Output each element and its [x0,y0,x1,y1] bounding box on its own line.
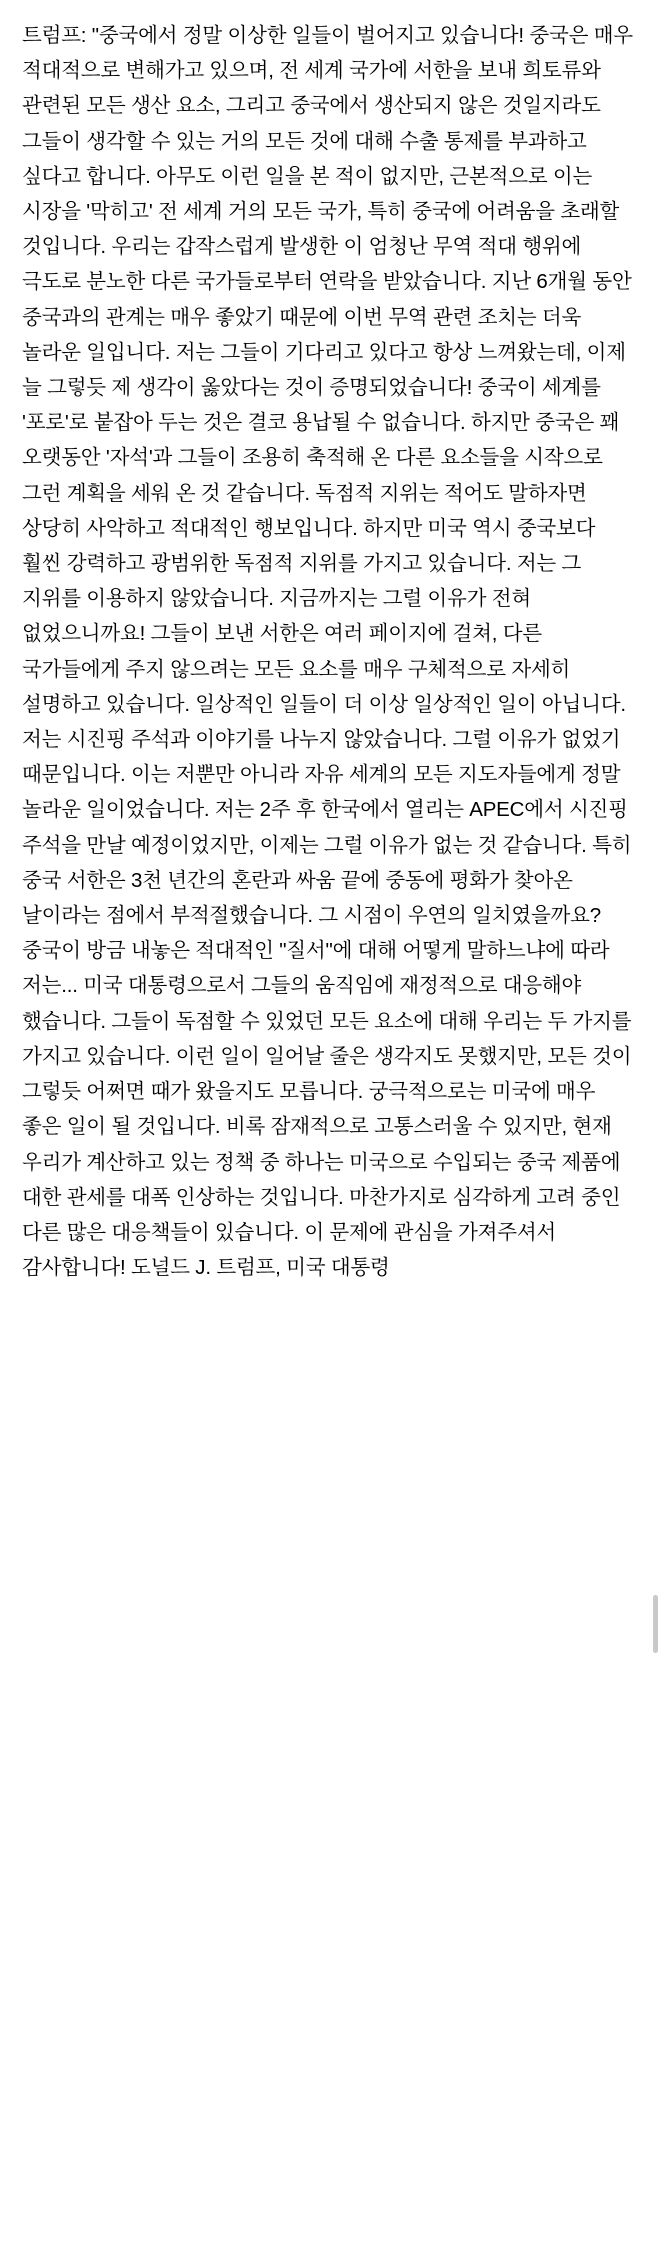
statement-text: 트럼프: "중국에서 정말 이상한 일들이 벌어지고 있습니다! 중국은 매우 적대적으로 변해가고 있으며, 전 세계 국가에 서한을 보내 희토류와 관련된 모든 생산 요소, 그리고 중국에서 생산되지 않은 것일지라도 그들이 생각할 수 있는 거의 모든 것에 대해 수출 통제를 부과하고 싶다고 합니다. 아무도 이런 일을 본 적이 없지만, 근본적으로 이는 시장을 '막히고' 전 세계 거의 모든 국가, 특히 중국에 어려움을 초래할 것입니다. 우리는 갑작스럽게 발생한 이 엄청난 무역 적대 행위에 극도로 분노한 다른 국가들로부터 연락을 받았습니다. 지난 6개월 동안 중국과의 관계는 매우 좋았기 때문에 이번 무역 관련 조치는 더욱 놀라운 일입니다. 저는 그들이 기다리고 있다고 항상 느껴왔는데, 이제 늘 그렇듯 제 생각이 옳았다는 것이 증명되었습니다! 중국이 세계를 '포로'로 붙잡아 두는 것은 결코 용납될 수 없습니다. 하지만 중국은 꽤 오랫동안 '자석'과 그들이 조용히 축적해 온 다른 요소들을 시작으로 그런 계획을 세워 온 것 같습니다. 독점적 지위는 적어도 말하자면 상당히 사악하고 적대적인 행보입니다. 하지만 미국 역시 중국보다 훨씬 강력하고 광범위한 독점적 지위를 가지고 있습니다. 저는 그 지위를 이용하지 않았습니다. 지금까지는 그럴 이유가 전혀 없었으니까요! 그들이 보낸 서한은 여러 페이지에 걸쳐, 다른 국가들에게 주지 않으려는 모든 요소를 매우 구체적으로 자세히 설명하고 있습니다. 일상적인 일들이 더 이상 일상적인 일이 아닙니다. 저는 시진핑 주석과 이야기를 나누지 않았습니다. 그럴 이유가 없었기 때문입니다. 이는 저뿐만 아니라 자유 세계의 모든 지도자들에게 정말 놀라운 일이었습니다. 저는 2주 후 한국에서 열리는 APEC에서 시진핑 주석을 만날 예정이었지만, 이제는 그럴 이유가 없는 것 같습니다. 특히 중국 서한은 3천 년간의 혼란과 싸움 끝에 중동에 평화가 찾아온 날이라는 점에서 부적절했습니다. 그 시점이 우연의 일치였을까요? 중국이 방금 내놓은 적대적인 "질서"에 대해 어떻게 말하느냐에 따라 저는... 미국 대통령으로서 그들의 움직임에 재정적으로 대응해야 했습니다. 그들이 독점할 수 있었던 모든 요소에 대해 우리는 두 가지를 가지고 있습니다. 이런 일이 일어날 줄은 생각지도 못했지만, 모든 것이 그렇듯 어쩌면 때가 왔을지도 모릅니다. 궁극적으로는 미국에 매우 좋은 일이 될 것입니다. 비록 잠재적으로 고통스러울 수 있지만, 현재 우리가 계산하고 있는 정책 중 하나는 미국으로 수입되는 중국 제품에 대한 관세를 대폭 인상하는 것입니다. 마찬가지로 심각하게 고려 중인 다른 많은 대응책들이 있습니다. 이 문제에 관심을 가져주셔서 감사합니다! 도널드 J. 트럼프, 미국 대통령 [22,24,639,1280]
scrollbar-thumb[interactable] [653,1595,658,1653]
